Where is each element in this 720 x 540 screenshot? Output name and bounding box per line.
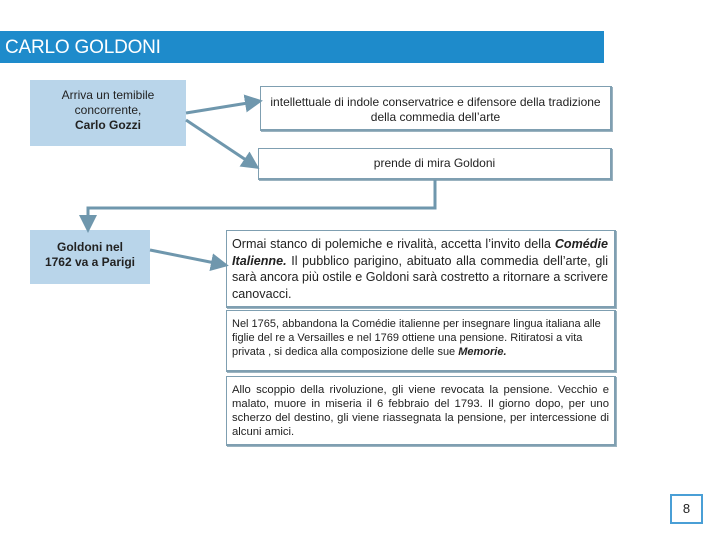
- box-1765-italic: Memorie.: [458, 346, 507, 358]
- gozzi-description-text: intellettuale di indole conservatrice e difensore della tradizione della commedia dell’arte: [270, 95, 601, 124]
- paris-line-2: 1762 va a Parigi: [44, 255, 136, 269]
- arrow-paris-stanco: [150, 250, 220, 264]
- stanco-italic: Comédie Italienne.: [232, 237, 608, 268]
- scoppio-text: Allo scoppio della rivoluzione, gli viene revocata la pensione. Vecchio e malato, muore in miseria il 6 febbraio del 1793. Il giorno dopo, per uno scherzo del destino, gli viene riassegnata la pensione, per intercessione di alcuni amici.: [232, 384, 609, 438]
- box-1765-text: Nel 1765, abbandona la Comédie italienne per insegnare lingua italiana alle figlie del re a Versailles e nel 1769 ottiene una pensione. Ritiratosi a vita privata , si dedica alla composizione delle sue: [232, 318, 601, 358]
- page-number: 8: [670, 494, 703, 524]
- stanco-text-2: Il pubblico parigino, abituato alla commedia dell’arte, gli sarà ancora più ostile e Goldoni sarà costretto a ritornare a scrivere canovacci.: [232, 253, 608, 301]
- stanco-text-1: Ormai stanco di polemiche e rivalità, accetta l’invito della: [232, 237, 555, 251]
- arrow-gozzi-target: [186, 120, 252, 164]
- gozzi-target-text: prende di mira Goldoni: [373, 156, 496, 170]
- gozzi-line-1: Arriva un temibile: [61, 88, 155, 102]
- gozzi-line-2: concorrente,: [74, 103, 142, 117]
- paris-line-1: Goldoni nel: [57, 240, 123, 254]
- gozzi-line-3: Carlo Gozzi: [74, 118, 141, 132]
- page-title: CARLO GOLDONI: [5, 37, 161, 58]
- arrow-gozzi-description: [186, 102, 254, 113]
- arrow-target-paris: [88, 180, 435, 224]
